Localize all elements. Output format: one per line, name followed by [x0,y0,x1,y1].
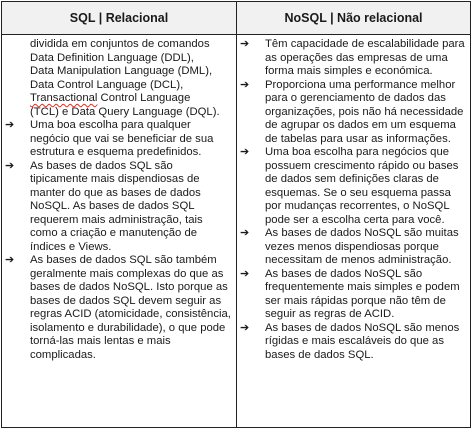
list-item [5,119,233,160]
list-item [240,38,468,79]
spellcheck-underlined-word: Transactional [30,92,98,104]
column-divider [236,2,237,427]
header-sql: SQL | Relacional [69,11,169,25]
continuation-line: Data Manipulation Language (DML), [30,65,213,77]
bullet-text: Uma boa escolha para negócios que possuem crescimento rápido ou bases de dados sem definições claras de esquemas. Se o seu esquema passa por mudanças recorrentes, o NoSQL pode ser a escolha certa para você. [265,146,462,226]
arrow-bullet-icon: ➔ [240,227,250,239]
arrow-bullet-icon: ➔ [240,321,250,334]
arrow-bullet-icon: ➔ [240,267,250,280]
bullet-text: Uma boa escolha para qualquer negócio que vai se beneficiar de sua estrutura e esquema predefinidos. [30,119,217,158]
bullet-text: Proporciona uma performance melhor para o gerenciamento de dados das organizações, pois não há necessidade de agrupar os dados em um esquema de tabelas para usar as informações. [265,78,467,145]
arrow-bullet-icon: ➔ [5,254,15,266]
continuation-line: Data Definition Language (DDL), [30,51,194,64]
header-nosql: NoSQL | Não relacional [284,11,423,25]
arrow-bullet-icon: ➔ [240,146,250,158]
list-item [5,254,233,362]
arrow-bullet-icon: ➔ [240,78,250,91]
sql-continuation-text [5,38,233,119]
continuation-line: Data Control Language (DCL), [30,78,184,91]
continuation-line-rest: Control Language [97,92,191,104]
arrow-bullet-icon: ➔ [240,38,250,50]
bullet-text: As bases de dados NoSQL são frequentemente mais simples e podem ser mais rápidas porque não têm de seguir as regras de ACID. [265,267,463,320]
arrow-bullet-icon: ➔ [5,159,15,172]
bullet-text: Têm capacidade de escalabilidade para as operações das empresas de uma forma mais simples e económica. [265,38,468,77]
list-item [240,79,468,147]
continuation-line [30,92,233,106]
list-item [240,268,468,322]
continuation-line: dividida em conjuntos de comandos [30,38,210,50]
bullet-text: As bases de dados NoSQL são muitas vezes menos dispendiosas porque necessitam de menos administração. [265,227,462,266]
bullet-text: As bases de dados SQL são tipicamente mais dispendiosas de manter do que as bases de dados NoSQL. As bases de dados SQL requerem mais administração, tais como a criação e manutenção de índices e Views. [30,159,206,253]
arrow-bullet-icon: ➔ [5,119,15,131]
nosql-column [240,38,468,362]
list-item [240,227,468,268]
bullet-text: As bases de dados NoSQL são menos rígidas e mais escaláveis do que as bases de dados SQL. [265,321,463,361]
bullet-text: As bases de dados SQL são também geralmente mais complexas do que as bases de dados NoSQL. Isto porque as bases de dados SQL devem seguir as regras ACID (atomicidade, consistência, isolamento e durabilidade), o que pode torná-las mais lentas e mais complicadas. [30,254,235,361]
comparison-table [1,1,471,428]
list-item [240,146,468,227]
continuation-line: (TCL) e Data Query Language (DQL). [30,105,220,118]
sql-column [5,38,233,362]
list-item [240,322,468,363]
list-item [5,160,233,255]
